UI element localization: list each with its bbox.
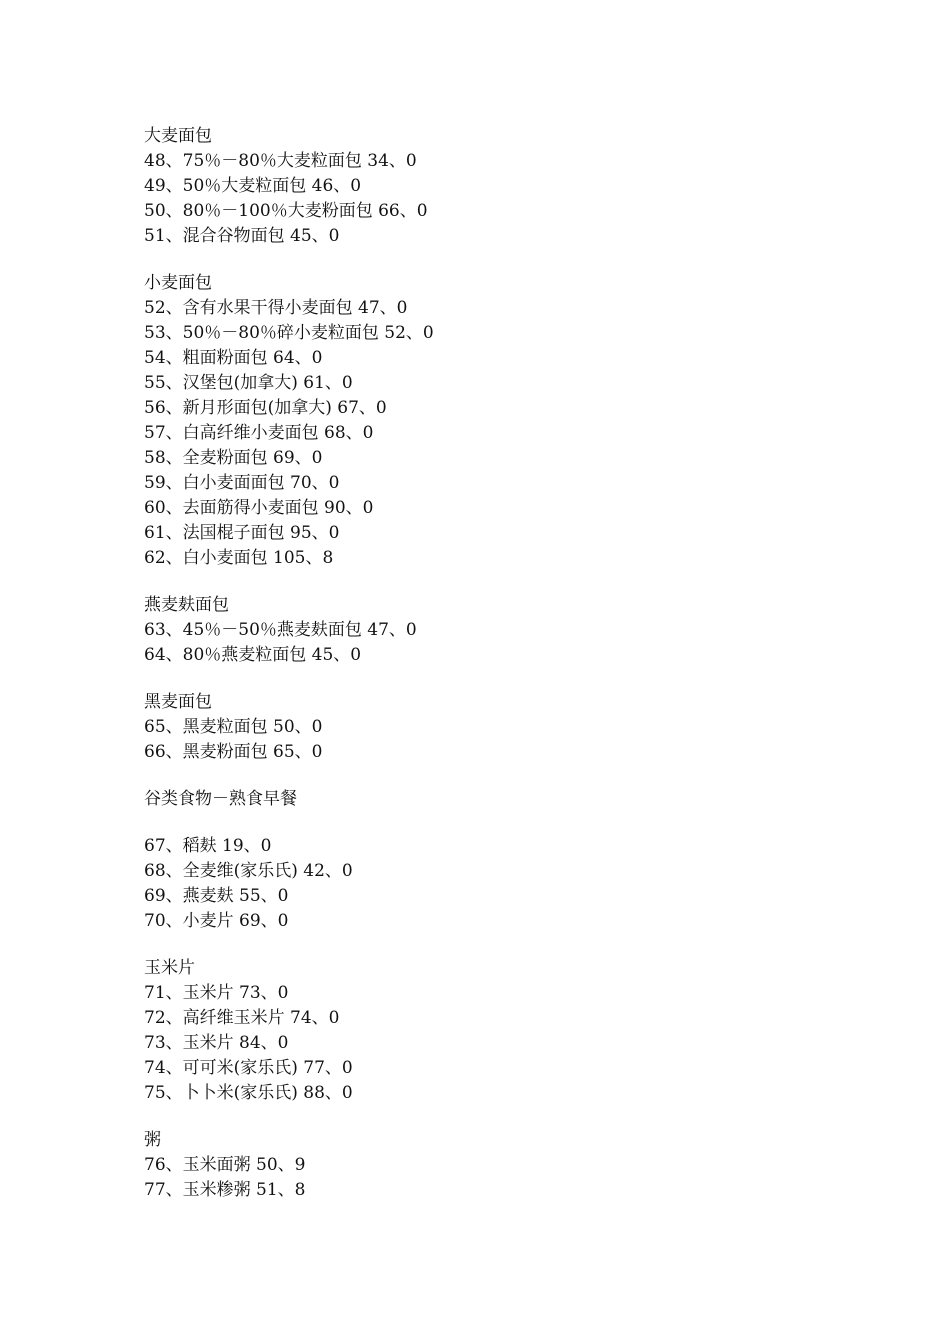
list-item: 54、粗面粉面包 64、0 xyxy=(144,348,323,368)
spacer xyxy=(144,812,904,834)
spacer xyxy=(144,934,904,956)
list-item: 56、新月形面包(加拿大) 67、0 xyxy=(144,398,387,418)
spacer xyxy=(144,668,904,690)
list-item: 66、黑麦粉面包 65、0 xyxy=(144,742,323,762)
list-item: 69、燕麦麸 55、0 xyxy=(144,886,289,906)
list-item: 53、50％－80％碎小麦粒面包 52、0 xyxy=(144,323,434,343)
list-item: 63、45％－50％燕麦麸面包 47、0 xyxy=(144,620,417,640)
section-heading: 玉米片 xyxy=(144,958,195,978)
section-heading: 小麦面包 xyxy=(144,273,212,293)
document-page xyxy=(144,124,904,1203)
list-item: 57、白高纤维小麦面包 68、0 xyxy=(144,423,374,443)
list-item: 50、80％－100％大麦粉面包 66、0 xyxy=(144,201,428,221)
list-item: 71、玉米片 73、0 xyxy=(144,983,289,1003)
list-item: 67、稻麸 19、0 xyxy=(144,836,272,856)
list-item: 61、法国棍子面包 95、0 xyxy=(144,523,340,543)
list-item: 49、50％大麦粒面包 46、0 xyxy=(144,176,362,196)
list-item: 52、含有水果干得小麦面包 47、0 xyxy=(144,298,408,318)
list-item: 65、黑麦粒面包 50、0 xyxy=(144,717,323,737)
spacer xyxy=(144,249,904,271)
list-item: 74、可可米(家乐氏) 77、0 xyxy=(144,1058,353,1078)
list-item: 77、玉米糁粥 51、8 xyxy=(144,1180,306,1200)
list-item: 73、玉米片 84、0 xyxy=(144,1033,289,1053)
list-item: 48、75％－80％大麦粒面包 34、0 xyxy=(144,151,417,171)
list-item: 59、白小麦面面包 70、0 xyxy=(144,473,340,493)
spacer xyxy=(144,1106,904,1128)
list-item: 75、卜卜米(家乐氏) 88、0 xyxy=(144,1083,353,1103)
list-item: 58、全麦粉面包 69、0 xyxy=(144,448,323,468)
list-item: 76、玉米面粥 50、9 xyxy=(144,1155,306,1175)
list-item: 62、白小麦面包 105、8 xyxy=(144,548,334,568)
section-heading: 黑麦面包 xyxy=(144,692,212,712)
list-item: 51、混合谷物面包 45、0 xyxy=(144,226,340,246)
list-item: 60、去面筋得小麦面包 90、0 xyxy=(144,498,374,518)
section-heading: 大麦面包 xyxy=(144,126,212,146)
spacer xyxy=(144,571,904,593)
section-heading: 粥 xyxy=(144,1130,161,1150)
list-item: 64、80％燕麦粒面包 45、0 xyxy=(144,645,362,665)
section-heading: 燕麦麸面包 xyxy=(144,595,229,615)
spacer xyxy=(144,765,904,787)
list-item: 68、全麦维(家乐氏) 42、0 xyxy=(144,861,353,881)
list-item: 55、汉堡包(加拿大) 61、0 xyxy=(144,373,353,393)
section-heading: 谷类食物－熟食早餐 xyxy=(144,789,297,809)
list-item: 72、高纤维玉米片 74、0 xyxy=(144,1008,340,1028)
list-item: 70、小麦片 69、0 xyxy=(144,911,289,931)
